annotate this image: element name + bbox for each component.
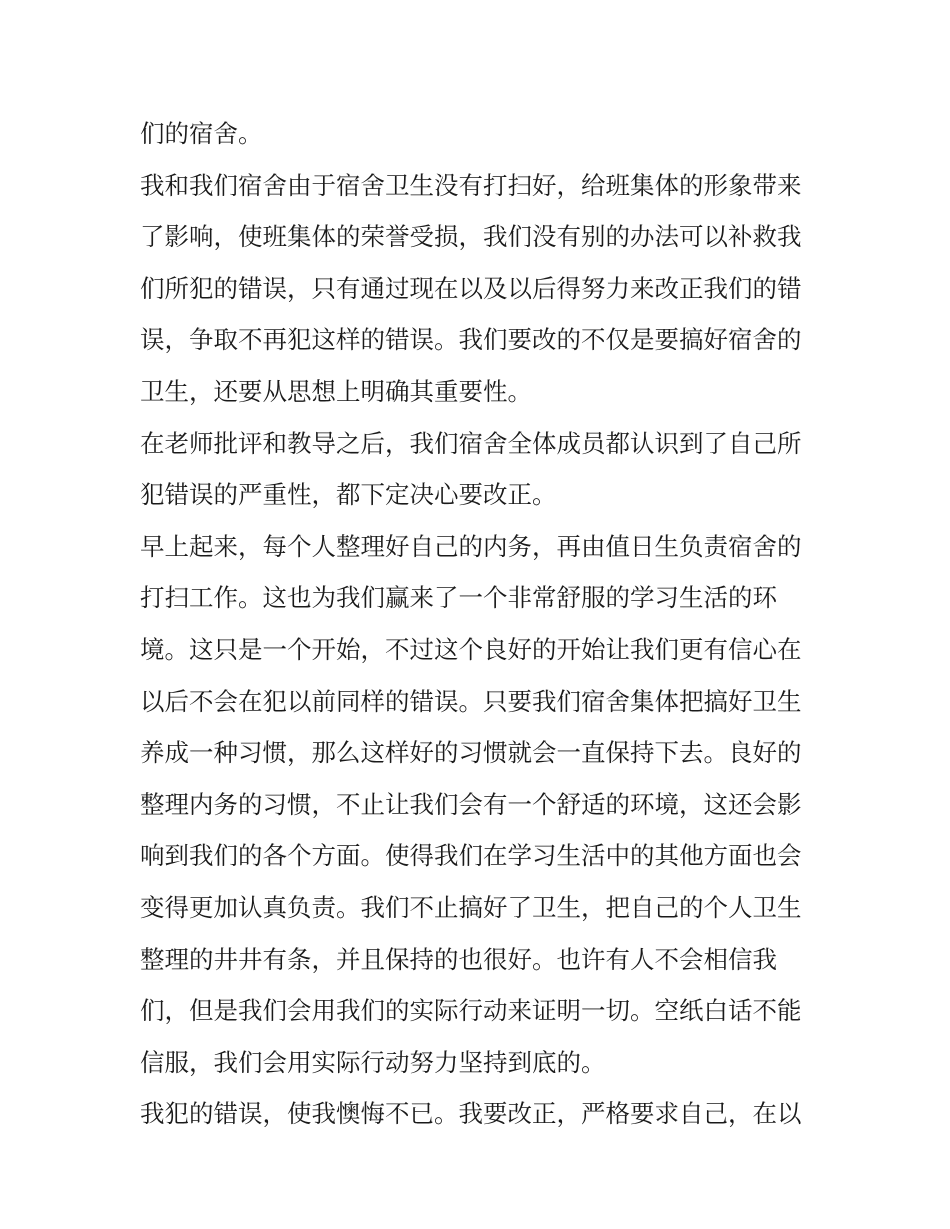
text-line: 境。这只是一个开始，不过这个良好的开始让我们更有信心在 (140, 634, 802, 664)
text-line: 卫生，还要从思想上明确其重要性。 (140, 376, 532, 406)
document-body (140, 108, 820, 1140)
text-line: 整理的井井有条，并且保持的也很好。也许有人不会相信我 (140, 944, 777, 974)
text-line: 整理内务的习惯，不止让我们会有一个舒适的环境，这还会影 (140, 789, 802, 819)
text-line: 变得更加认真负责。我们不止搞好了卫生，把自己的个人卫生 (140, 892, 802, 922)
text-line: 信服，我们会用实际行动努力坚持到底的。 (140, 1047, 606, 1077)
text-line: 了影响，使班集体的荣誉受损，我们没有别的办法可以补救我 (140, 222, 802, 252)
text-line: 打扫工作。这也为我们赢来了一个非常舒服的学习生活的环 (140, 583, 777, 613)
text-line: 在老师批评和教导之后，我们宿舍全体成员都认识到了自己所 (140, 428, 802, 458)
text-line: 们所犯的错误，只有通过现在以及以后得努力来改正我们的错 (140, 273, 802, 303)
text-line: 们的宿舍。 (140, 119, 263, 148)
text-line: 我犯的错误，使我懊悔不已。我要改正，严格要求自己，在以 (140, 1099, 802, 1129)
text-line: 我和我们宿舍由于宿舍卫生没有打扫好，给班集体的形象带来 (140, 170, 802, 200)
text-line: 们，但是我们会用我们的实际行动来证明一切。空纸白话不能 (140, 996, 802, 1026)
text-line: 误，争取不再犯这样的错误。我们要改的不仅是要搞好宿舍的 (140, 325, 802, 355)
text-line: 养成一种习惯，那么这样好的习惯就会一直保持下去。良好的 (140, 738, 802, 768)
text-line: 早上起来，每个人整理好自己的内务，再由值日生负责宿舍的 (140, 531, 802, 561)
text-line: 犯错误的严重性，都下定决心要改正。 (140, 480, 557, 510)
text-line: 以后不会在犯以前同样的错误。只要我们宿舍集体把搞好卫生 (140, 686, 802, 716)
text-line: 响到我们的各个方面。使得我们在学习生活中的其他方面也会 (140, 841, 802, 871)
